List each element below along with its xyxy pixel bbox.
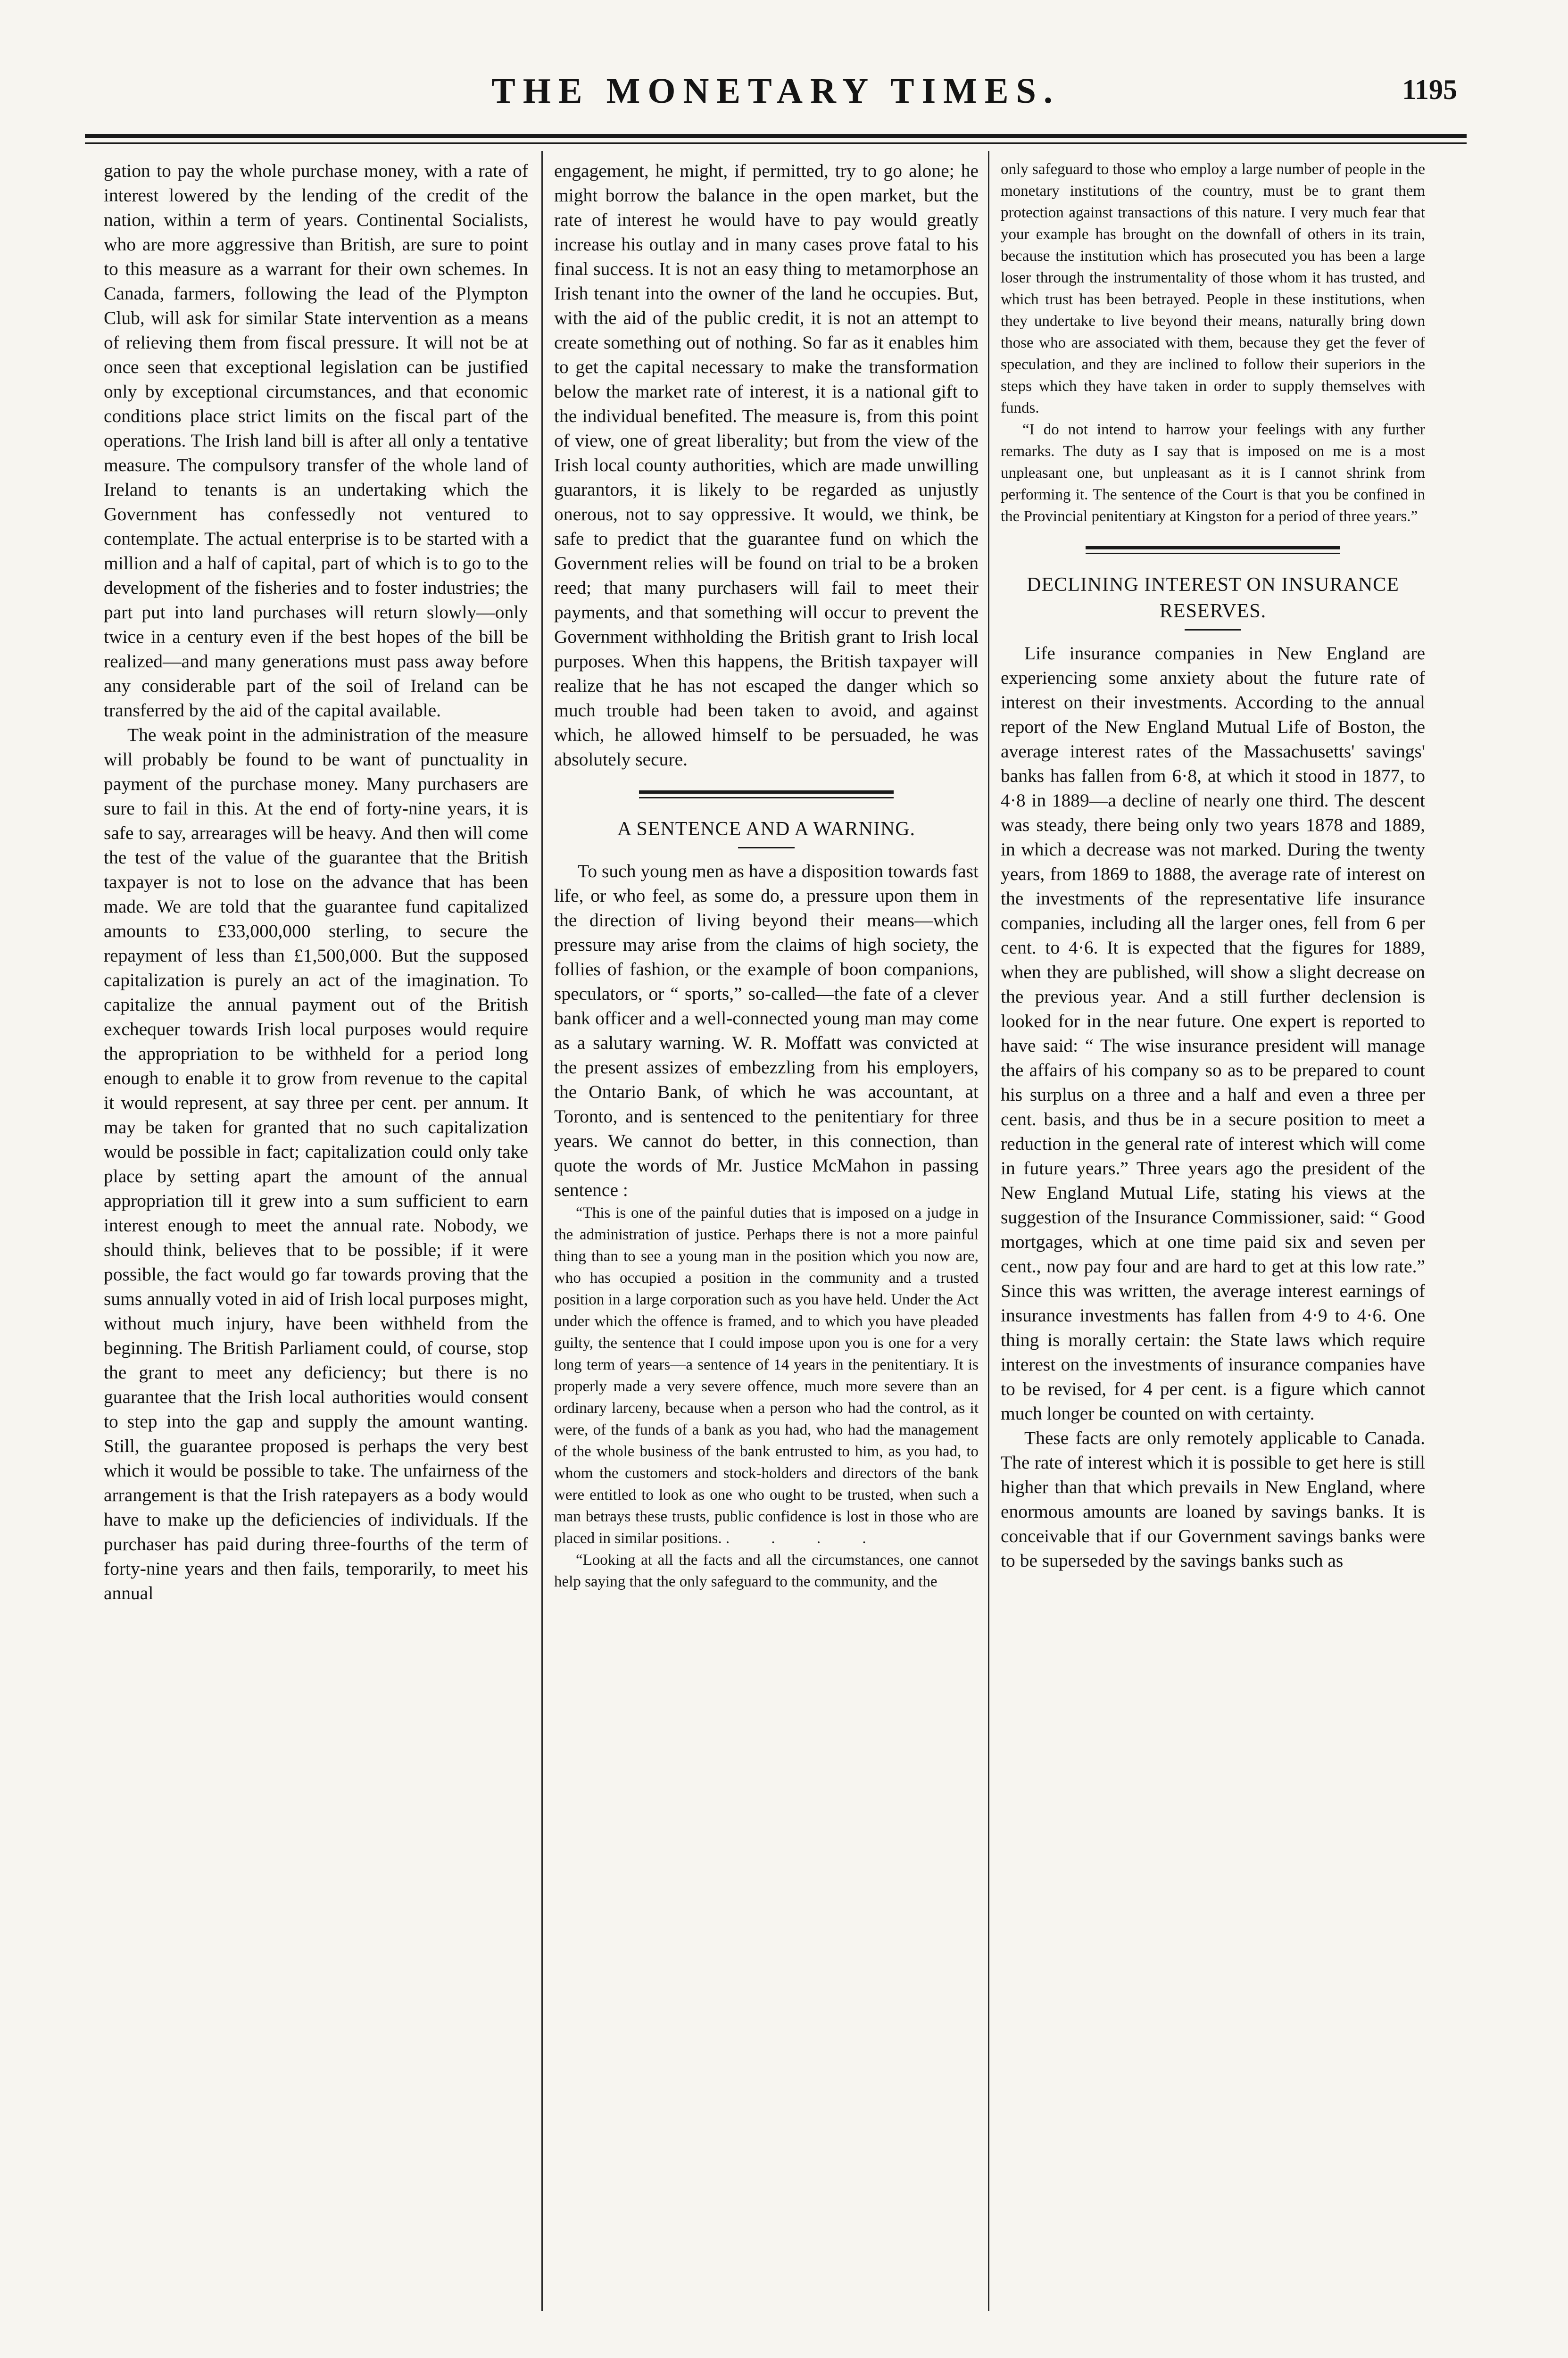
paragraph: gation to pay the whole purchase money, with a rate of interest lowered by the lending of the credit of the nation, within a term of years. Continental Socialists, who are more aggressive than British, are sure to point to this measure as a warrant for their own schemes. In Canada, farmers, following the lead of the Plympton Club, will ask for similar State intervention as a means of relieving them from fiscal pressure. It will not be at once seen that exceptional legislation can be justified only by exceptional circumstances, and that economic conditions place strict limits on the fiscal part of the operations. The Irish land bill is after all only a tentative measure. The compulsory transfer of the whole land of Ireland to tenants is an undertaking which the Government has confessedly not ventured to contemplate. The actual enterprise is to be started with a million and a half of capital, part of which is to go to the development of the fisheries and to foster industries; the part put into land purchases will return slowly—only twice in a century even if the best hopes of the bill be realized—and many generations must pass away before any considerable part of the soil of Ireland can be transferred by the aid of the capital available. <box>104 160 528 721</box>
page-number: 1195 <box>1402 74 1457 105</box>
column-divider-1 <box>541 151 543 2311</box>
quote-paragraph: “Looking at all the facts and all the circumstances, one cannot help saying that the only safeguard to the community, and the <box>554 1552 979 1590</box>
masthead: THE MONETARY TIMES. <box>491 71 1060 111</box>
quote-paragraph <box>554 1202 979 1549</box>
paragraph: These facts are only remotely applicable to Canada. The rate of interest which it is possible to get here is still higher than that which prevails in New England, where enormous amounts are loaned by savings banks. It is conceivable that if our Government savings banks were to be superseded by the savings banks such as <box>1001 1428 1425 1571</box>
paragraph: To such young men as have a disposition towards fast life, or who feel, as some do, a pressure upon them in the direction of living beyond their means—which pressure may arise from the claims of high society, the follies of fashion, or the example of boon companions, speculators, or “ sports,” so-called—the fate of a clever bank officer and a well-connected young man may come as a salutary warning. W. R. Moffatt was convicted at the present assizes of embezzling from his employers, the Ontario Bank, of which he was accountant, at Toronto, and is sentenced to the penitentiary for three years. We cannot do better, in this connection, than quote the words of Mr. Justice McMahon in passing sentence : <box>554 861 979 1200</box>
column-1 <box>104 158 528 2309</box>
quote-paragraph: “I do not intend to harrow your feelings with any further remarks. The duty as I say that is imposed on me is a most unpleasant one, but unpleasant as it is I cannot shrink from performing it. The sentence of the Court is that you be confined in the Provincial penitentiary at Kingston for a period of three years.” <box>1001 421 1425 525</box>
section-separator <box>1001 541 1425 560</box>
column-divider-2 <box>988 151 989 2311</box>
page-header <box>85 71 1467 127</box>
quote-text: “This is one of the painful duties that is imposed on a judge in the administration of justice. Perhaps there is not a more painful thing than to see a young man in the position which you now are, who has occupied a position in the community and a trusted position in a large corporation such as you have held. Under the Act under which the offence is framed, and to which you have pleaded guilty, the sentence that I could impose upon you is one for a very long term of years—a sentence of 14 years in the penitentiary. It is properly made a very severe offence, much more severe than an ordinary larceny, because when a person who had the control, as it were, of the funds of a bank as you had, who had the management of the whole business of the bank entrusted to him, as you had, to whom the customers and stock-holders and directors of the bank were entitled to look as one who ought to be trusted, when such a man betrays these trusts, public confidence is lost in those who are placed in similar positions. <box>554 1204 979 1547</box>
article-heading: DECLINING INTEREST ON INSURANCE RESERVES. <box>1027 574 1399 622</box>
paragraph: The weak point in the administration of the measure will probably be found to be want of punctuality in payment of the purchase money. Many purchasers are sure to fail in this. At the end of forty-nine years, it is safe to say, arrearages will be heavy. And then will come the test of the value of the guarantee that the British taxpayer is not to lose on the advance that has been made. We are told that the guarantee fund capitalized amounts to £33,000,000 sterling, to secure the repayment of less than £1,500,000. But the supposed capitalization is purely an act of the imagination. To capitalize the annual payment out of the British exchequer towards Irish local purposes would require the appropriation to be withheld for a period long enough to enable it to grow from revenue to the capital it would represent, at say three per cent. per annum. It may be taken for granted that no such capitalization would be possible in fact; capitalization could only take place by setting apart the amount of the annual appropriation till it grew into a sum sufficient to earn interest enough to meet the annual rate. Nobody, we should think, believes that to be possible; if it were possible, the fact would go far towards proving that the sums annually voted in aid of Irish local purposes might, without much injury, have been withheld from the beginning. The British Parliament could, of course, stop the grant to meet any deficiency; but there is no guarantee that the Irish local authorities would consent to step into the gap and supply the amount wanting. Still, the guarantee proposed is perhaps the very best which it would be possible to take. The unfairness of the arrangement is that the Irish ratepayers as a body would have to make up the deficiencies of individuals. If the purchaser has paid during three-fourths of the term of forty-nine years and then fails, temporarily, to meet his annual <box>104 724 528 1603</box>
column-3 <box>1001 158 1425 2309</box>
header-rule-thin <box>85 142 1467 144</box>
article-heading: A SENTENCE AND A WARNING. <box>617 818 916 840</box>
quotation <box>554 1202 979 1593</box>
quote-paragraph: only safeguard to those who employ a large number of people in the monetary institutions of the country, must be to grant them protection against transactions of this nature. I very much fear that your example has brought on the downfall of others in its train, because the institution which has prosecuted you has been a large loser through the instrumentality of those whom it has trusted, and which trust has been betrayed. People in these institutions, when they undertake to live beyond their means, naturally bring down those who are associated with them, because they get the fever of speculation, and they are inclined to follow their superiors in the steps which they have taken in order to supply themselves with funds. <box>1001 161 1425 416</box>
paragraph: engagement, he might, if permitted, try to go alone; he might borrow the balance in the open market, but the rate of interest he would have to pay would greatly increase his outlay and in many cases prove fatal to his final success. It is not an easy thing to metamorphose an Irish tenant into the owner of the land he occupies. But, with the aid of the public credit, it is not an attempt to create something out of nothing. So far as it enables him to get the capital necessary to make the transformation below the market rate of interest, it is a national gift to the individual benefited. The measure is, from this point of view, one of great liberality; but from the view of the Irish local county authorities, which are made unwilling guarantors, it is likely to be regarded as unjustly onerous, not to say oppressive. It would, we think, be safe to predict that the guarantee fund on which the Government relies will be found on trial to be a broken reed; that many purchasers will fail to meet their payments, and that something will occur to prevent the Government withholding the British grant to Irish local purposes. When this happens, the British taxpayer will realize that he has not escaped the danger which so much trouble had been taken to avoid, and against which, he allowed himself to be persuaded, he was absolutely secure. <box>554 160 979 770</box>
header-rule-thick <box>85 134 1467 138</box>
heading-rule <box>738 847 795 848</box>
section-separator <box>554 786 979 805</box>
heading-rule <box>1185 629 1241 631</box>
paragraph: Life insurance companies in New England are experiencing some anxiety about the future rate of interest on their investments. According to the annual report of the New England Mutual Life of Boston, the average interest rates of the Massachusetts' savings' banks has fallen from 6·8, at which it stood in 1877, to 4·8 in 1889—a decline of nearly one third. The descent was steady, there being only two years 1878 and 1889, in which a decrease was not marked. During the twenty years, from 1869 to 1888, the average rate of interest on the investments of the representative life insurance companies, including all the larger ones, fell from 6 per cent. to 4·6. It is expected that the figures for 1889, when they are published, will show a slight decrease on the previous year. And a still further declension is looked for in the near future. One expert is reported to have said: “ The wise insurance president will manage the affairs of his company so as to be prepared to count his surplus on a three and a half and even a three per cent. basis, and thus be in a secure position to meet a reduction in the general rate of interest which will come in future years.” Three years ago the president of the New England Mutual Life, stating his views at the suggestion of the Insurance Commissioner, said: “ Good mortgages, which at one time paid six and seven per cent., now pay four and are hard to get at this low rate.” Since this was written, the average interest earnings of insurance investments has fallen from 4·9 to 4·6. One thing is morally certain: the State laws which require interest on the investments of insurance companies have to be revised, for 4 per cent. is a figure which cannot much longer be counted on with certainty. <box>1001 643 1425 1424</box>
column-2 <box>554 158 979 2309</box>
quotation-continued <box>1001 158 1425 527</box>
ellipsis-dots: . . . . <box>725 1530 885 1547</box>
